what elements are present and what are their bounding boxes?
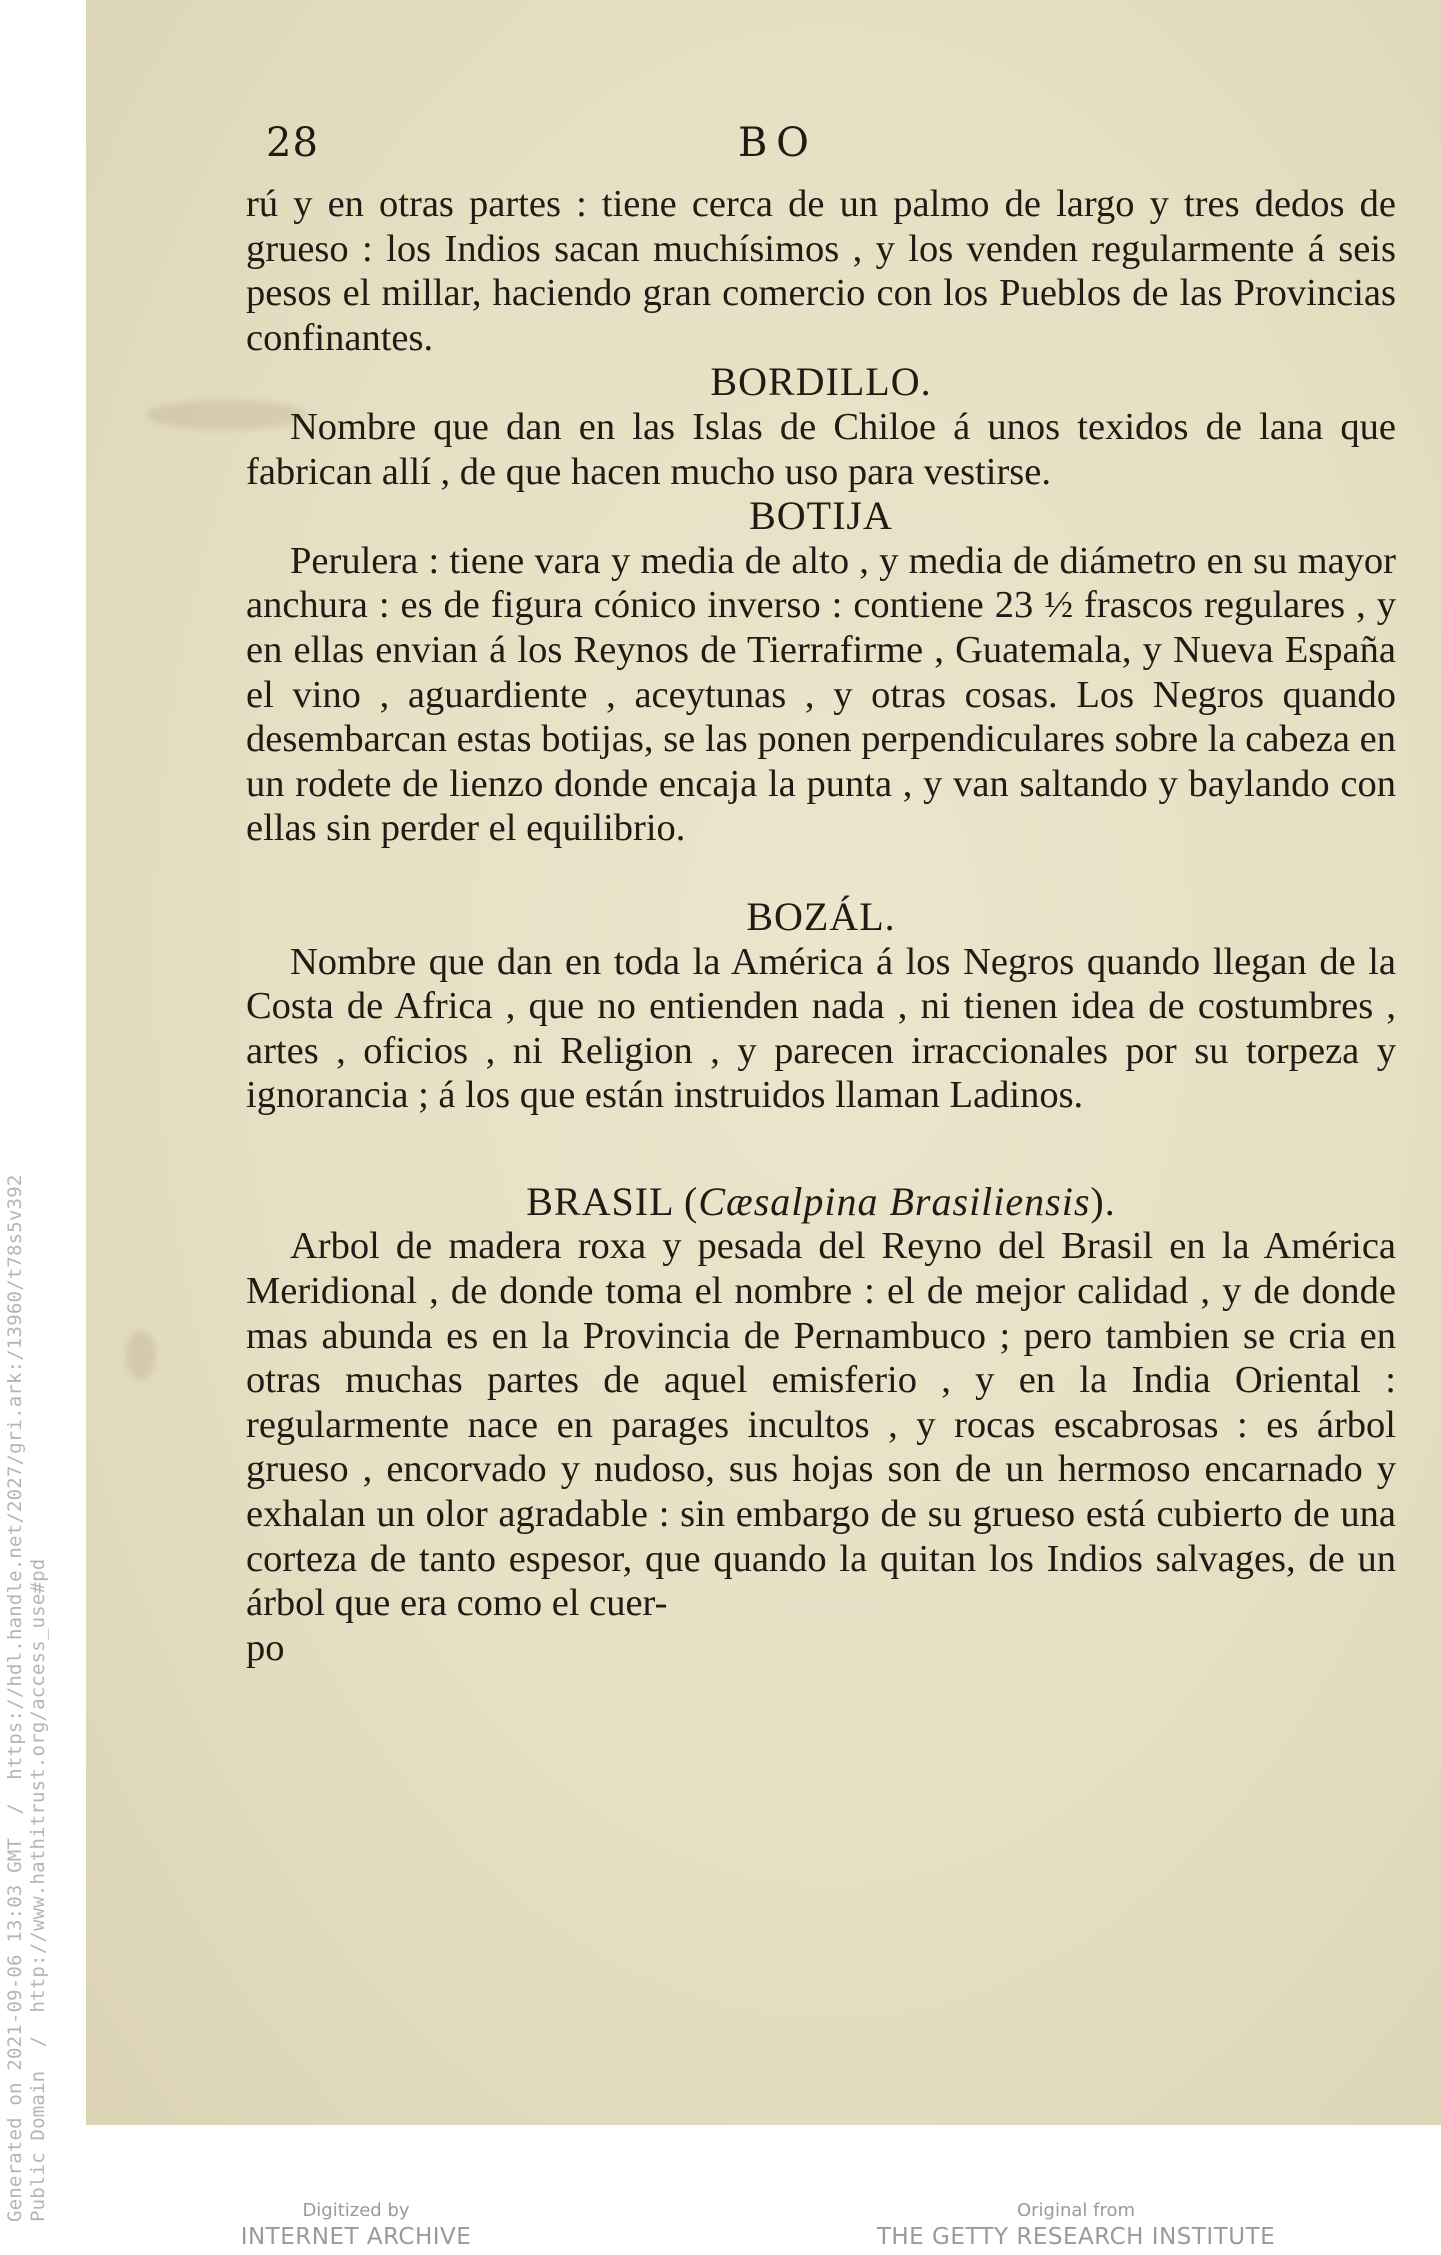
watermark-line-1: Generated on 2021-09-06 13:03 GMT / https://hdl.handle.net/2027/gri.ark:/13960/t78s5v392 bbox=[4, 1174, 26, 2222]
digitized-by-credit bbox=[56, 2200, 656, 2252]
intro-paragraph: rú y en otras partes : tiene cerca de un palmo de largo y tres dedos de grueso : los Indios sacan muchísimos , y los venden regularmente á seis pesos el millar, haciendo gran comercio con los Pueblos de las Provincias confinantes. bbox=[246, 183, 1396, 359]
original-from-label: Original from bbox=[1016, 2200, 1136, 2221]
entry-text-bordillo: Nombre que dan en las Islas de Chiloe á unos texidos de lana que fabrican allí , de que hacen mucho uso para vestirse. bbox=[246, 405, 1396, 493]
running-head: BO bbox=[738, 120, 817, 166]
entry-text-brasil: Arbol de madera roxa y pesada del Reyno del Brasil en la América Meridional , de donde toma el nombre : el de mejor calidad , y de donde mas abunda es en la Provincia de Pernambuco ; pero tambien se cria en otras muchas partes de aquel emisferio , y en la India Oriental : regularmente nace en parages incultos , y rocas escabrosas : es árbol grueso , encorvado y nudoso, sus hojas son de un hermoso encarnado y exhalan un olor agradable : sin embargo de su grueso está cubierto de una corteza de tanto espesor, que quando la quitan los Indios salvages, de un árbol que era como el cuer- bbox=[246, 1225, 1396, 1625]
entry-heading-bordillo: BORDILLO. bbox=[710, 359, 932, 405]
internet-archive-label: INTERNET ARCHIVE bbox=[240, 2224, 472, 2250]
entry-heading-brasil bbox=[246, 1180, 1396, 1225]
brasil-heading-suffix: ). bbox=[1090, 1178, 1116, 1224]
entry-heading-bozal: BOZÁL. bbox=[746, 893, 896, 939]
entry-heading-botija: BOTIJA bbox=[749, 493, 893, 539]
brasil-heading-prefix: BRASIL ( bbox=[526, 1178, 699, 1224]
generated-watermark bbox=[4, 1174, 50, 2222]
brasil-latin-name: Cæsalpina Brasiliensis bbox=[698, 1178, 1091, 1224]
scanned-page bbox=[86, 0, 1441, 2125]
getty-label: THE GETTY RESEARCH INSTITUTE bbox=[876, 2224, 1276, 2250]
entry-text-bozal: Nombre que dan en toda la América á los Negros quando llegan de la Costa de Africa , que no entienden nada , ni tienen idea de costumbres , artes , oficios , ni Religion , y parecen irraccionales por su torpeza y ignorancia ; á los que están instruidos llaman Ladinos. bbox=[246, 940, 1396, 1117]
page-number: 28 bbox=[266, 120, 319, 166]
original-from-credit bbox=[776, 2200, 1376, 2252]
entry-text-botija: Perulera : tiene vara y media de alto , y media de diámetro en su mayor anchura : es de figura cónico inverso : contiene 23 ½ frascos regulares , y en ellas envian á los Reynos de Tierrafirme , Guatemala, y Nueva España el vino , aguardiente , aceytunas , y otras cosas. Los Negros quando desembarcan estas botijas, se las ponen perpendiculares sobre la cabeza en un rodete de lienzo donde encaja la punta , y van saltando y baylando con ellas sin perder el equilibrio. bbox=[246, 539, 1396, 850]
watermark-line-2: Public Domain / http://www.hathitrust.org/access_use#pd bbox=[27, 1558, 49, 2222]
scan-smudge bbox=[126, 1330, 156, 1380]
page-header bbox=[86, 120, 1441, 180]
watermark-strip bbox=[0, 0, 86, 2255]
catchword: po bbox=[246, 1626, 285, 1669]
digitized-by-label: Digitized by bbox=[302, 2200, 410, 2221]
page-body bbox=[246, 182, 1396, 1670]
